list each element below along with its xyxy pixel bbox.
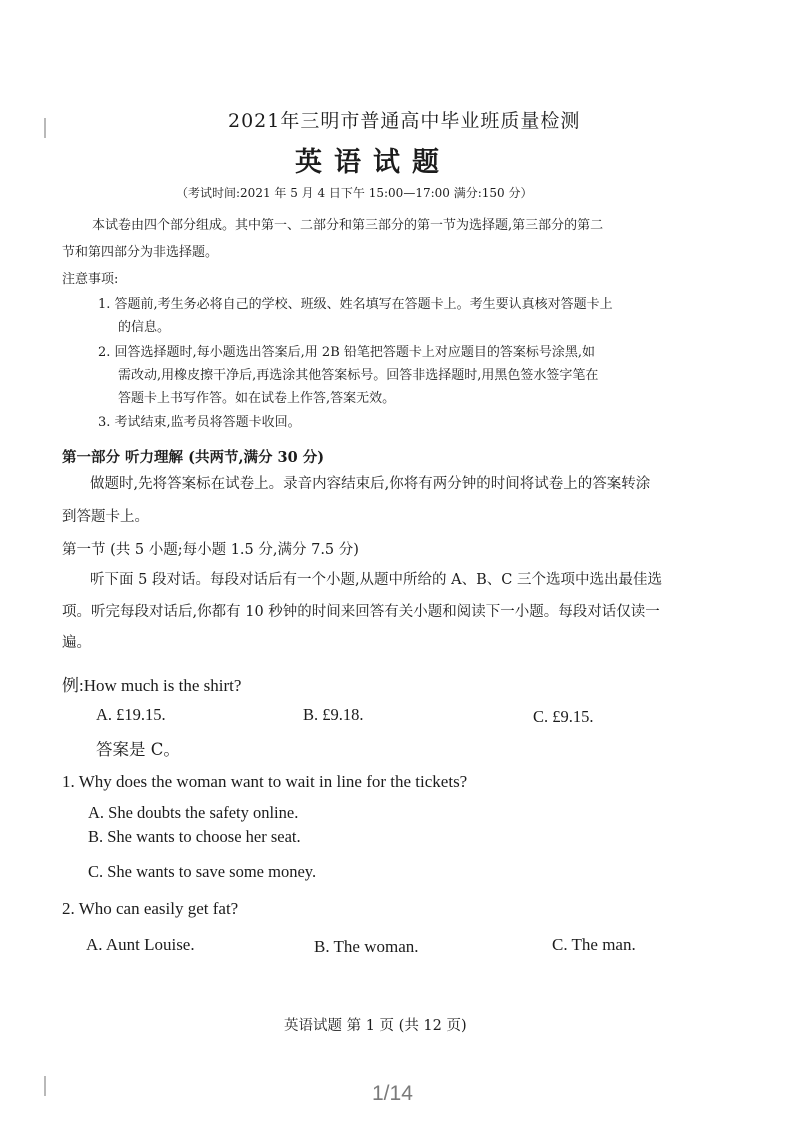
notes-heading: 注意事项: xyxy=(62,272,119,287)
example-option-c: C. £9.15. xyxy=(533,707,594,726)
example-option-a: A. £19.15. xyxy=(96,705,166,724)
notes-item-3: 3. 考试结束,监考员将答题卡收回。 xyxy=(98,415,301,430)
part1-instruction-line-1: 做题时,先将答案标在试卷上。录音内容结束后,你将有两分钟的时间将试卷上的答案转涂 xyxy=(90,476,651,492)
example-question: 例:How much is the shirt? xyxy=(62,676,242,695)
example-option-b: B. £9.18. xyxy=(303,705,364,724)
section1-instruction-line-1: 听下面 5 段对话。每段对话后有一个小题,从题中所给的 A、B、C 三个选项中选出最佳选 xyxy=(90,572,662,588)
question-2-option-b: B. The woman. xyxy=(314,937,419,956)
question-1-option-c: C. She wants to save some money. xyxy=(88,862,317,881)
notes-item-2-line-2: 需改动,用橡皮擦干净后,再选涂其他答案标号。回答非选择题时,用黑色签水签字笔在 xyxy=(118,368,599,383)
scan-edge-mark-bottom xyxy=(44,1076,46,1096)
scan-edge-mark-top xyxy=(44,118,46,138)
exam-time-info: （考试时间:2021 年 5 月 4 日下午 15:00—17:00 满分:150 分） xyxy=(176,186,533,200)
page-footer: 英语试题 第 1 页 (共 12 页) xyxy=(284,1018,467,1034)
section1-heading: 第一节 (共 5 小题;每小题 1.5 分,满分 7.5 分) xyxy=(62,542,359,558)
section1-instruction-line-3: 遍。 xyxy=(62,635,91,651)
example-answer: 答案是 C。 xyxy=(96,740,180,759)
question-2-option-a: A. Aunt Louise. xyxy=(86,935,195,954)
exam-title: 英语试题 xyxy=(295,147,451,178)
notes-item-2-line-3: 答题卡上书写作答。如在试卷上作答,答案无效。 xyxy=(118,391,396,406)
part1-instruction-line-2: 到答题卡上。 xyxy=(62,509,149,525)
intro-line-2: 节和第四部分为非选择题。 xyxy=(62,245,219,260)
question-2: 2. Who can easily get fat? xyxy=(62,899,239,918)
question-1: 1. Why does the woman want to wait in line for the tickets? xyxy=(62,772,468,791)
notes-item-1-line-2: 的信息。 xyxy=(118,320,171,335)
question-1-option-a: A. She doubts the safety online. xyxy=(88,803,299,822)
notes-item-1-line-1: 1. 答题前,考生务必将自己的学校、班级、姓名填写在答题卡上。考生要认真核对答题卡上 xyxy=(98,297,613,312)
question-2-option-c: C. The man. xyxy=(552,935,636,954)
section1-instruction-line-2: 项。听完每段对话后,你都有 10 秒钟的时间来回答有关小题和阅读下一小题。每段对话仅读一 xyxy=(62,604,660,620)
intro-line-1: 本试卷由四个部分组成。其中第一、二部分和第三部分的第一节为选择题,第三部分的第二 xyxy=(92,218,604,233)
exam-subtitle: 2021年三明市普通高中毕业班质量检测 xyxy=(228,110,581,132)
part1-heading: 第一部分 听力理解 (共两节,满分 30 分) xyxy=(62,449,325,466)
notes-item-2-line-1: 2. 回答选择题时,每小题选出答案后,用 2B 铅笔把答题卡上对应题目的答案标号涂黑,如 xyxy=(98,345,596,360)
question-1-option-b: B. She wants to choose her seat. xyxy=(88,827,301,846)
page-indicator: 1/14 xyxy=(372,1082,413,1105)
